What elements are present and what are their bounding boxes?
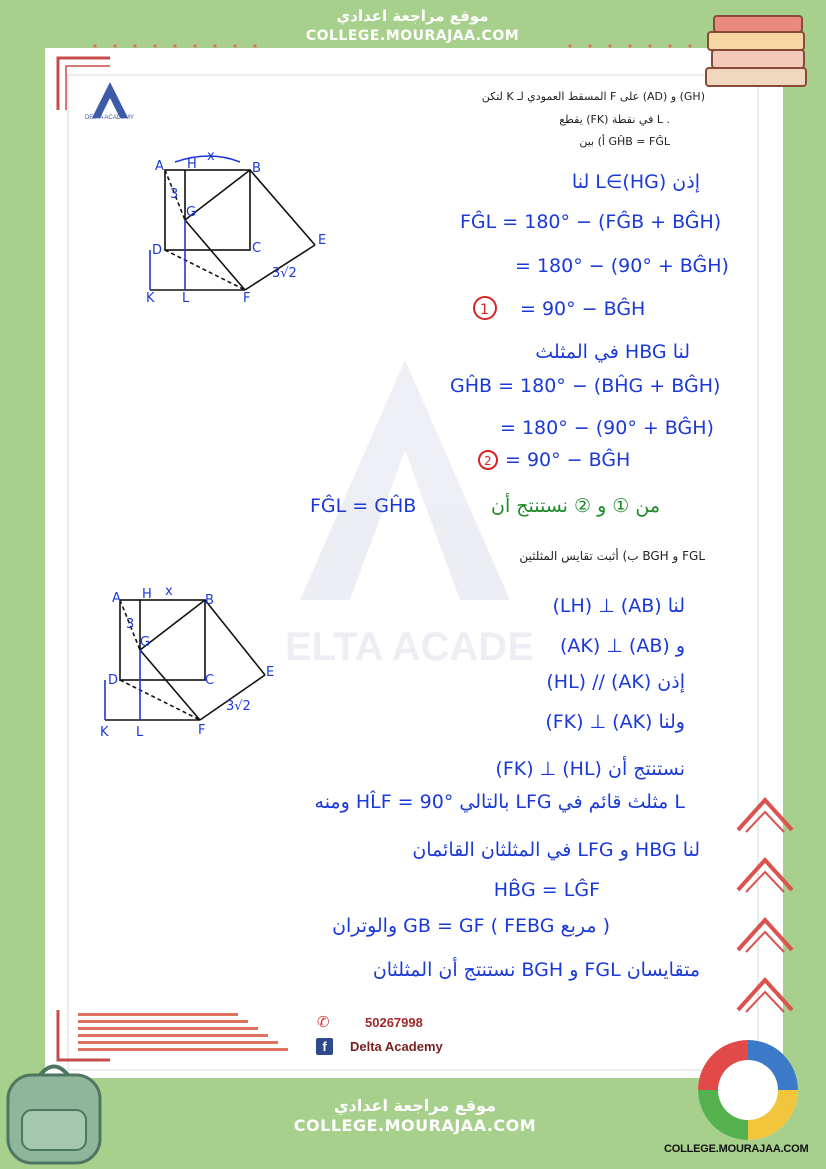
sol-line5: في المثلث HBG لنا <box>535 341 690 363</box>
header-site-ar: موقع مراجعة اعدادي <box>336 7 489 25</box>
sol-line18: نستنتج أن المثلثان BGH و FGL متقايسان <box>372 959 700 981</box>
delta-logo-label: DELTA ACADEMY <box>84 115 135 121</box>
problem-q1c: أ) بين GĤB = FĜL <box>579 135 670 148</box>
fig2-label-B: B <box>205 593 214 608</box>
fig1-label-D: D <box>152 243 163 258</box>
sol-mark1: 1 <box>480 302 489 318</box>
backpack-icon <box>8 1067 100 1164</box>
sol-line1: لنا L∈(HG) إذن <box>571 171 700 193</box>
sol-line17: والوتران GB = GF ( FEBG مربع ) <box>332 915 610 937</box>
fig2-label-L: L <box>136 725 144 740</box>
fig2-label-K: K <box>100 725 109 740</box>
sol-line13: (FK) ⊥ (HL) نستنتج أن <box>495 758 685 780</box>
chevron-decoration-icon <box>738 800 792 1012</box>
footer-dots-pattern <box>78 1013 288 1051</box>
fig1-label-K: K <box>146 291 155 306</box>
sol-line12: (FK) ⊥ (AK) ولنا <box>545 711 685 733</box>
footer-site-ar: موقع مراجعة اعدادي <box>333 1096 497 1115</box>
sol-line7: = 180° − (90° + BĜH) <box>500 417 714 439</box>
sol-line15: في المثلثان القائمان LFG و HBG لنا <box>412 839 700 861</box>
college-logo-icon <box>698 1040 798 1140</box>
sol-concl-left: FĜL = GĤB <box>310 495 417 517</box>
fig2-label-A: A <box>112 591 121 606</box>
books-icon <box>706 16 806 86</box>
header-site-en[interactable]: COLLEGE.MOURAJAA.COM <box>305 28 520 44</box>
sol-line14: ومنه HL̂F = 90° بالتالي LFG مثلث قائم في L <box>314 791 685 813</box>
geometry-figure-2-labels <box>100 584 274 740</box>
fig2-label-H: H <box>142 587 152 602</box>
fig1-label-G: G <box>186 205 197 220</box>
fig1-label-L: L <box>182 291 190 306</box>
sol-line6: GĤB = 180° − (BĤG + BĜH) <box>450 375 721 397</box>
facebook-icon[interactable]: f <box>316 1038 333 1055</box>
sol-concl-right: من ① و ② نستنتج أن <box>490 495 660 517</box>
fig2-label-x: x <box>165 584 173 599</box>
fig1-label-C: C <box>252 241 262 256</box>
sol-mark2: 2 <box>484 454 492 468</box>
fig1-label-E: E <box>318 233 327 248</box>
fig2-label-side: 3√2 <box>226 699 251 714</box>
sol-line10: (AK) ⊥ (AB) و <box>560 635 685 657</box>
fig1-label-A: A <box>155 159 164 174</box>
sol-line4: = 90° − BĜH <box>520 298 646 320</box>
fig1-label-B: B <box>252 161 261 176</box>
sol-line2: FĜL = 180° − (FĜB + BĜH) <box>460 211 722 233</box>
fig2-label-E: E <box>266 665 275 680</box>
fig1-label-F: F <box>243 291 251 306</box>
footer-phone[interactable]: 50267998 <box>365 1015 423 1030</box>
delta-logo-icon <box>92 82 128 118</box>
fig2-label-C: C <box>205 673 215 688</box>
college-logo-label: COLLEGE.MOURAJAA.COM <box>664 1143 809 1155</box>
bottom-banner <box>270 1096 560 1146</box>
fig1-label-H: H <box>187 157 197 172</box>
top-dot-row <box>93 44 691 47</box>
sol-line11: (HL) // (AK) إذن <box>546 671 685 693</box>
fig2-label-3: 3 <box>126 617 135 632</box>
problem-statement <box>482 90 705 148</box>
svg-text:ELTA ACADE: ELTA ACADE <box>285 625 534 669</box>
problem-q1b: يقطع (FK) في نقطة L . <box>559 113 670 126</box>
sol-line3: = 180° − (90° + BĜH) <box>515 255 729 277</box>
sol-line8: = 90° − BĜH <box>505 449 631 471</box>
footer-site-en[interactable]: COLLEGE.MOURAJAA.COM <box>293 1116 537 1135</box>
fig2-label-F: F <box>198 723 206 738</box>
problem-q2-text: ب) أثبت تقايس المثلثين BGH و FGL <box>519 549 705 563</box>
sol-line9: (LH) ⊥ (AB) لنا <box>552 595 685 617</box>
footer-facebook[interactable]: Delta Academy <box>350 1039 443 1054</box>
sol-line16: HB̂G = LĜF <box>493 879 600 901</box>
phone-icon: ✆ <box>317 1013 330 1031</box>
problem-q2 <box>519 548 705 564</box>
problem-q1: لتكن K المسقط العمودي لـ F على (AD) و (GH) <box>481 90 705 103</box>
fig2-label-G: G <box>140 635 151 650</box>
fig2-label-D: D <box>108 673 119 688</box>
fig1-label-side: 3√2 <box>272 266 297 281</box>
fig1-label-3: 3 <box>170 187 179 202</box>
fig1-label-x: x <box>207 149 215 164</box>
